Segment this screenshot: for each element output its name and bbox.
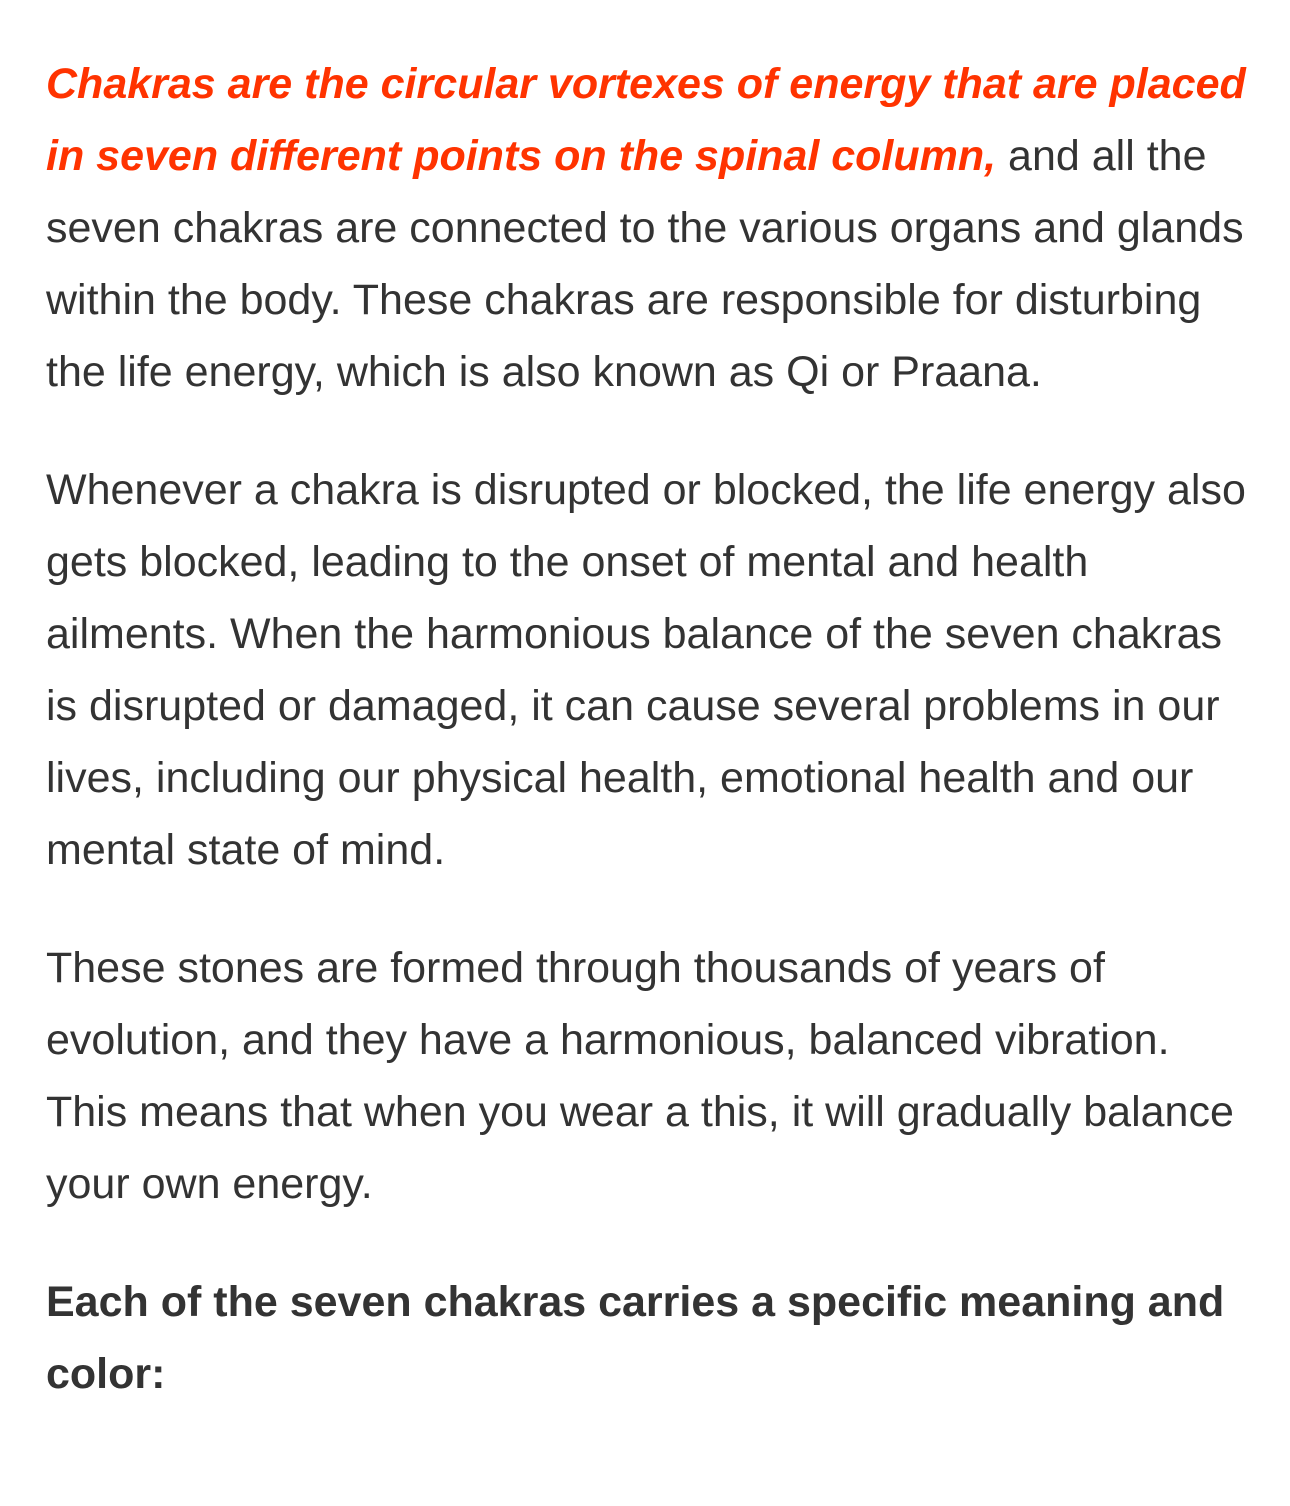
intro-body-text: and all the seven chakras are connected to the various organs and glands within the body. These chakras are responsible for disturbing the life energy, which is also known as Qi or Praana. <box>46 132 1244 396</box>
section-heading: Each of the seven chakras carries a specific meaning and color: <box>46 1278 1225 1398</box>
article-body <box>46 48 1261 1410</box>
blocked-chakra-paragraph: Whenever a chakra is disrupted or blocked, the life energy also gets blocked, leading to the onset of mental and health ailments. When the harmonious balance of the seven chakras is disrupted or damaged, it can cause several problems in our lives, including our physical health, emotional health and our mental state of mind. <box>46 466 1246 874</box>
highlighted-intro-text: Chakras are the circular vortexes of energy that are placed in seven different points on the spinal column, <box>46 60 1246 180</box>
intro-paragraph <box>46 48 1261 408</box>
stones-paragraph: These stones are formed through thousands of years of evolution, and they have a harmonious, balanced vibration. This means that when you wear a this, it will gradually balance your own energy. <box>46 944 1234 1208</box>
